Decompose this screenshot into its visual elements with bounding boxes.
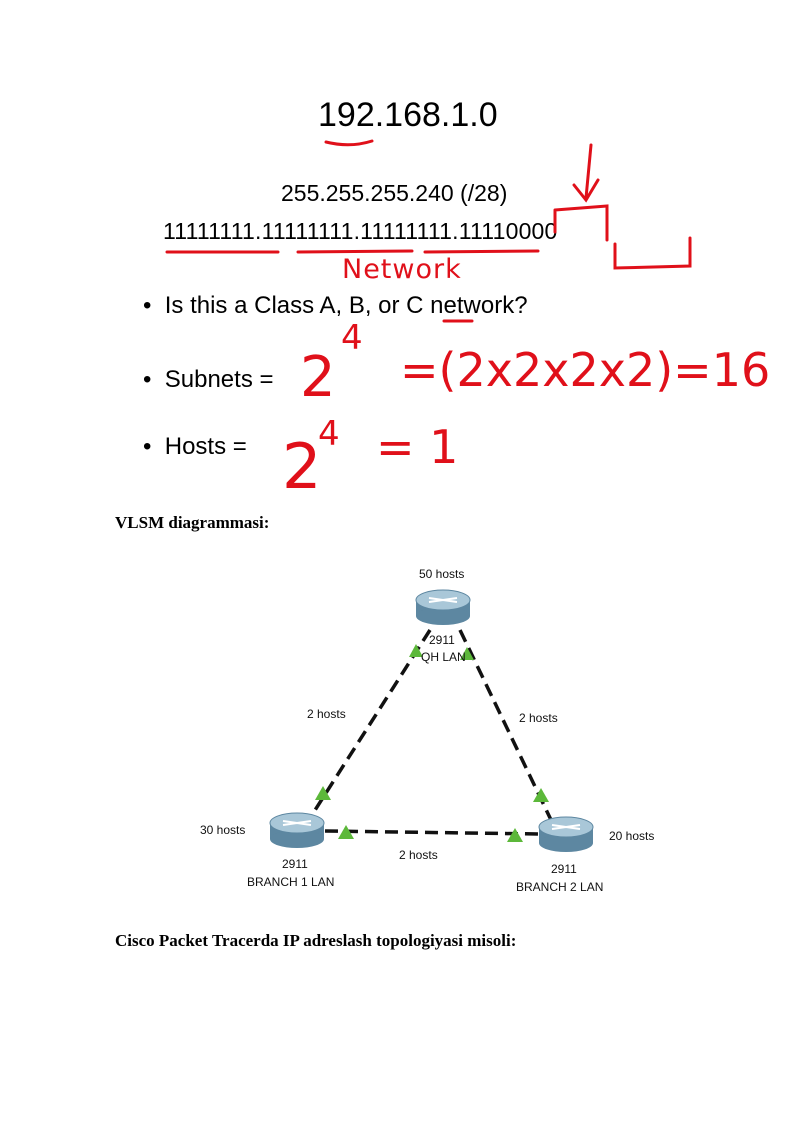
binary-octet-3: 11111111 [360, 218, 453, 244]
bullet-subnets: • Subnets = [143, 366, 274, 393]
link-branch1-branch2 [325, 831, 540, 834]
branch1-model-label: 2911 [282, 857, 308, 871]
binary-octet-4: 11110000 [458, 218, 558, 244]
link-qh-branch1 [310, 630, 430, 818]
router-icon [270, 813, 324, 848]
subnets-exponent: 4 [341, 318, 363, 358]
branch2-model-label: 2911 [551, 862, 577, 876]
hosts-calculation: = 1 [376, 420, 459, 474]
cisco-heading: Cisco Packet Tracerda IP adreslash topologiyasi misoli: [115, 931, 517, 950]
subnets-calculation: =(2x2x2x2)=16 [400, 343, 771, 397]
binary-octet-1: 11111111 [163, 218, 255, 244]
vlsm-heading: VLSM diagrammasi: [115, 513, 270, 532]
link-qh-branch2-label: 2 hosts [519, 711, 558, 725]
link-up-indicator-icon [533, 788, 549, 802]
ip-address: 192.168.1.0 [318, 96, 498, 134]
network-handwritten-label: Network [342, 254, 462, 285]
subnets-base: 2 [300, 345, 336, 410]
hosts-exponent: 4 [318, 414, 340, 454]
qh-hosts-label: 50 hosts [419, 567, 465, 581]
subnet-mask: 255.255.255.240 (/28) [281, 180, 508, 206]
router-icon [539, 817, 593, 852]
branch2-name-label: BRANCH 2 LAN [516, 880, 604, 894]
bullet-class-question: • Is this a Class A, B, or C network? [143, 292, 528, 319]
link-branch1-branch2-label: 2 hosts [399, 848, 438, 862]
binary-mask: 11111111.11111111.11111111.11110000 [163, 218, 558, 244]
branch2-hosts-label: 20 hosts [609, 829, 655, 843]
hosts-base: 2 [282, 430, 322, 503]
qh-model-label: 2911 [429, 633, 455, 647]
qh-name-label: QH LAN [421, 650, 466, 664]
router-icon [416, 590, 470, 625]
branch1-name-label: BRANCH 1 LAN [247, 875, 335, 889]
branch1-hosts-label: 30 hosts [200, 823, 246, 837]
binary-octet-2: 11111111 [261, 218, 354, 244]
link-qh-branch1-label: 2 hosts [307, 707, 346, 721]
bullet-hosts: • Hosts = [143, 433, 247, 460]
